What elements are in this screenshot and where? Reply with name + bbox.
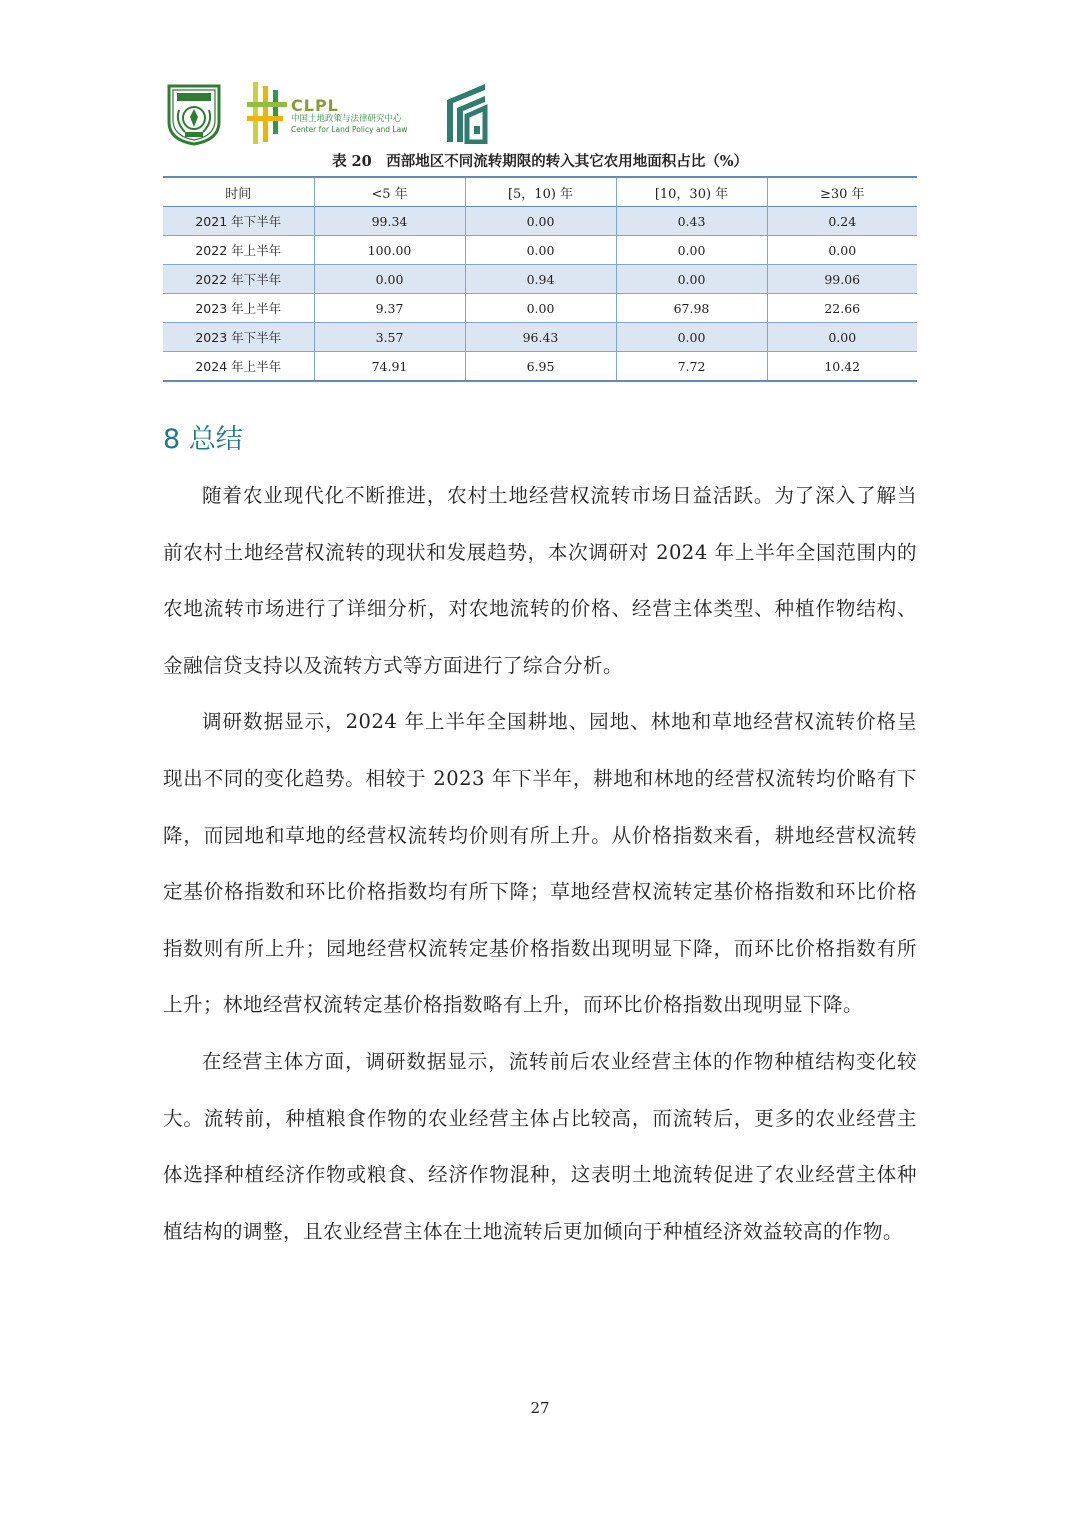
table-row	[163, 352, 917, 382]
clpl-logo-text	[291, 98, 431, 135]
table-cell: 96.43	[465, 323, 616, 352]
paragraph: 调研数据显示，2024 年上半年全国耕地、园地、林地和草地经营权流转价格呈现出不同的变化趋势。相较于 2023 年下半年，耕地和林地的经营权流转均价略有下降，而园地和草地的经营权流转均价则有所上升。从价格指数来看，耕地经营权流转定基价格指数和环比价格指数均有所下降；草地经营权流转定基价格指数和环比价格指数则有所上升；园地经营权流转定基价格指数出现明显下降，而环比价格指数有所上升；林地经营权流转定基价格指数略有上升，而环比价格指数出现明显下降。	[163, 710, 917, 1017]
institute-logo-icon	[445, 82, 489, 144]
page-number: 27	[530, 1399, 550, 1417]
table-cell: 0.24	[767, 207, 917, 236]
paragraph: 在经营主体方面，调研数据显示，流转前后农业经营主体的作物种植结构变化较大。流转前，种植粮食作物的农业经营主体占比较高，而流转后，更多的农业经营主体选择种植经济作物或粮食、经济作物混种，这表明土地流转促进了农业经营主体种植结构的调整，且农业经营主体在土地流转后更加倾向于种植经济效益较高的作物。	[163, 1049, 917, 1243]
clpl-title: CLPL	[291, 96, 339, 115]
paragraph: 随着农业现代化不断推进，农村土地经营权流转市场日益活跃。为了深入了解当前农村土地经营权流转的现状和发展趋势，本次调研对 2024 年上半年全国范围内的农地流转市场进行了详细分析，对农地流转的价格、经营主体类型、种植作物结构、金融信贷支持以及流转方式等方面进行了综合分析。	[163, 484, 917, 677]
table-cell: 74.91	[314, 352, 465, 382]
table-row	[163, 294, 917, 323]
table-cell: 3.57	[314, 323, 465, 352]
table-cell: 6.95	[465, 352, 616, 382]
table-caption: 表 20 西部地区不同流转期限的转入其它农用地面积占比（%）	[331, 153, 748, 170]
table-cell: 0.00	[314, 265, 465, 294]
table-cell: 67.98	[616, 294, 767, 323]
body-text	[163, 468, 917, 1260]
table-cell: 0.94	[465, 265, 616, 294]
table-header-row	[163, 177, 917, 207]
table-cell: 2023 年下半年	[163, 323, 314, 352]
table-cell: 99.34	[314, 207, 465, 236]
table-cell: 10.42	[767, 352, 917, 382]
data-table	[163, 176, 917, 382]
table-cell: 2022 年上半年	[163, 236, 314, 265]
table-cell: 0.00	[616, 236, 767, 265]
table-cell: 0.00	[465, 236, 616, 265]
table-cell: 0.00	[767, 323, 917, 352]
table-cell: 0.00	[616, 323, 767, 352]
table-cell: 2023 年上半年	[163, 294, 314, 323]
table-cell: 0.43	[616, 207, 767, 236]
table-cell: 9.37	[314, 294, 465, 323]
table-cell: 22.66	[767, 294, 917, 323]
column-header-5-10: [5，10) 年	[465, 177, 616, 207]
clpl-subtitle-cn: 中国土地政策与法律研究中心	[291, 114, 402, 124]
table-row	[163, 265, 917, 294]
table-cell: 0.00	[465, 294, 616, 323]
clpl-subtitle-en: Center for Land Policy and Law	[291, 125, 408, 134]
table-cell: 0.00	[465, 207, 616, 236]
table-cell: 2022 年下半年	[163, 265, 314, 294]
table-cell: 99.06	[767, 265, 917, 294]
table-cell: 0.00	[767, 236, 917, 265]
section-heading: 8 总结	[163, 424, 243, 455]
table-cell: 2021 年下半年	[163, 207, 314, 236]
header-logos	[165, 80, 505, 150]
table-cell: 100.00	[314, 236, 465, 265]
column-header-ge30: ≥30 年	[767, 177, 917, 207]
table-cell: 0.00	[616, 265, 767, 294]
column-header-lt5: <5 年	[314, 177, 465, 207]
column-header-time: 时间	[163, 177, 314, 207]
table-cell: 7.72	[616, 352, 767, 382]
table-row	[163, 207, 917, 236]
table-cell: 2024 年上半年	[163, 352, 314, 382]
table-row	[163, 323, 917, 352]
university-seal-icon	[165, 82, 223, 146]
table-row	[163, 236, 917, 265]
clpl-logo-icon	[247, 80, 289, 146]
column-header-10-30: [10，30) 年	[616, 177, 767, 207]
